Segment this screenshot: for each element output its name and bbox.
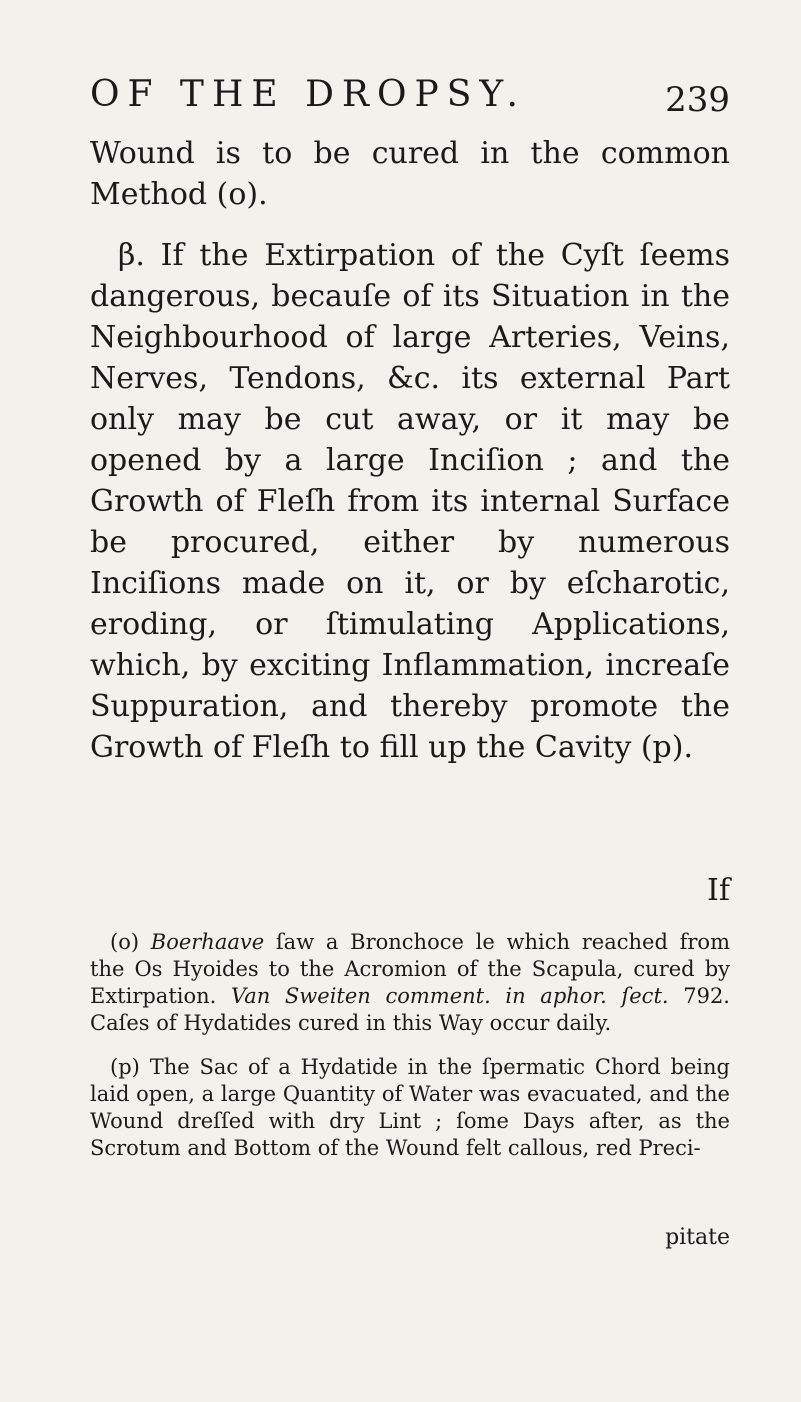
running-title: OF THE DROPSY. bbox=[90, 74, 526, 115]
footnote-o-citation: Van Sweiten comment. in aphor. ſect. bbox=[230, 984, 669, 1008]
footnote-catchword: pitate bbox=[665, 1225, 730, 1250]
paragraph-continuation: Wound is to be cured in the common Method (o). bbox=[90, 136, 730, 212]
paragraph-beta bbox=[90, 235, 730, 768]
footnote-o-text-1: ſaw a Bronchoce le which reached from the Os Hyoides to the Acromion of the Scapula, cured by Extirpation. bbox=[90, 930, 730, 1008]
footnote-p bbox=[90, 1054, 730, 1162]
running-head bbox=[90, 74, 730, 124]
footnote-p-mark: (p) bbox=[110, 1055, 140, 1079]
footnote-o-author: Boerhaave bbox=[150, 930, 265, 954]
main-text bbox=[90, 133, 730, 768]
catchword: If bbox=[707, 873, 730, 908]
footnotes bbox=[90, 929, 730, 1162]
footnote-o-mark: (o) bbox=[110, 930, 140, 954]
footnote-o bbox=[90, 929, 730, 1037]
footnote-p-text: The Sac of a Hydatide in the ſpermatic Chord being laid open, a large Quantity of Water was evacuated, and the Wound dreſſed with dry Lint ; ſome Days after, as the Scrotum and Bottom of the Wound felt callous, red Preci- bbox=[90, 1055, 730, 1160]
paragraph-beta-text: If the Extirpation of the Cyſt ſeems dangerous, becauſe of its Situation in the Neighbourhood of large Arteries, Veins, Nerves, Tendons, &c. its external Part only may be cut away, or it may be opened by a large Inciſion ; and the Growth of Fleſh from its internal Surface be procured, either by numerous Inciſions made on it, or by eſcharotic, eroding, or ſtimulating Applications, which, by exciting Inflammation, increaſe Suppuration, and thereby promote the Growth of Fleſh to fill up the Cavity (p). bbox=[90, 238, 731, 765]
footnote-o-text-2: 792. Caſes of Hydatides cured in this Way occur daily. bbox=[90, 984, 730, 1035]
page-number: 239 bbox=[665, 80, 730, 120]
paragraph-marker: β. bbox=[118, 238, 145, 273]
